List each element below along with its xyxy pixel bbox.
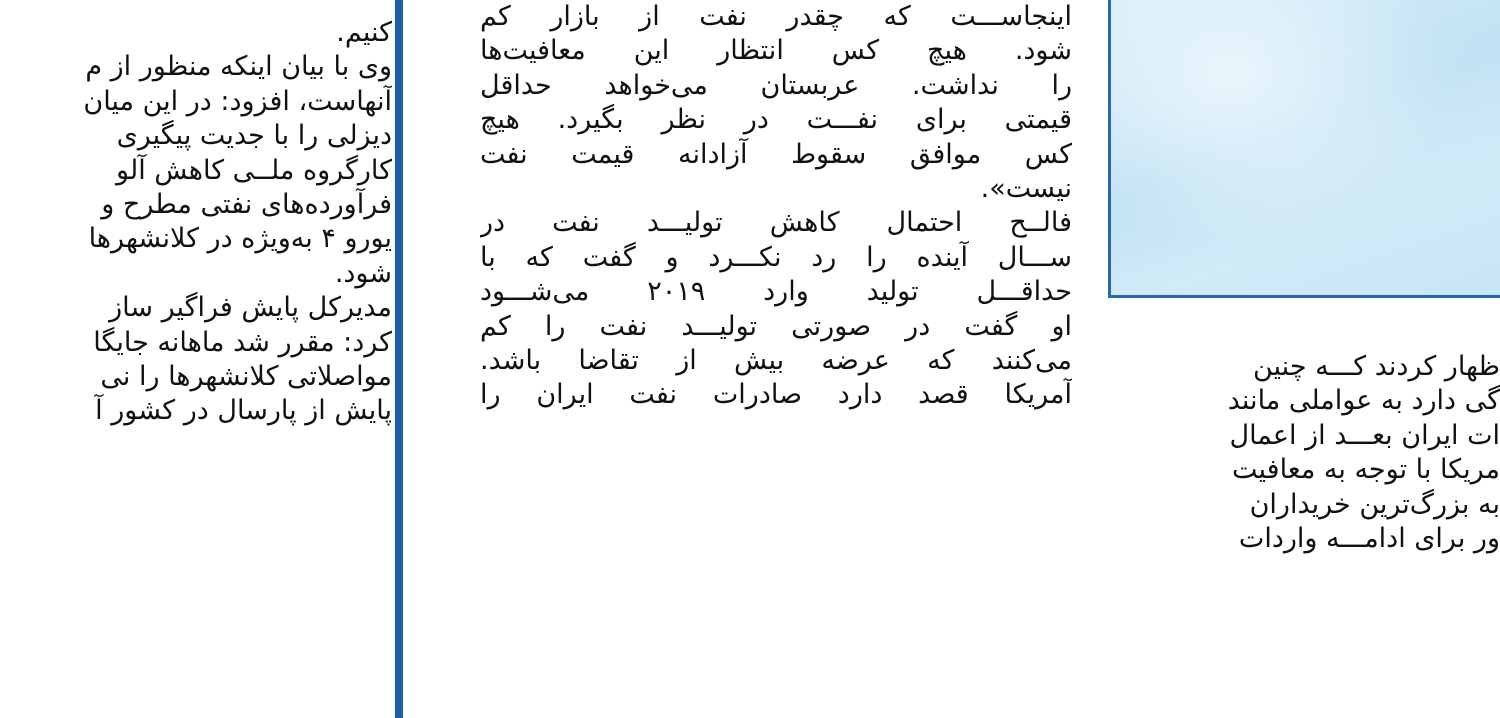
text-line: یورو ۴ به‌ویژه در کلانشهرها xyxy=(88,223,392,255)
text-line: آنهاست، افزود: در این میان xyxy=(83,85,392,117)
text-line: کس موافق سقوط آزادانه قیمت نفت xyxy=(480,138,1072,170)
text-line: ظهار کردند کـــه چنین xyxy=(1252,351,1500,382)
article-column-left xyxy=(0,16,392,429)
text-line: ور برای ادامـــه واردات xyxy=(1238,522,1500,554)
text-line: کرد: مقرر شد ماهانه جایگا xyxy=(93,326,392,358)
article-column-middle xyxy=(480,0,1072,413)
text-line: را نداشت. عربستان می‌خواهد حداقل xyxy=(480,69,1072,101)
text-line: نیست». xyxy=(980,172,1072,204)
text-line: قیمتی برای نفـــت در نظر بگیرد. هیچ xyxy=(480,104,1072,136)
text-line: مواصلاتی کلانشهرها را نی xyxy=(100,360,392,392)
text-line: فرآورده‌های نفتی مطرح و xyxy=(101,188,392,220)
text-line: آمریکا قصد دارد صادرات نفت ایران را xyxy=(480,379,1072,411)
text-line: کنیم. xyxy=(336,17,392,48)
text-line: شود. xyxy=(334,257,392,289)
text-line: ســـال آینده را رد نکـــرد و گفت که با xyxy=(480,241,1072,273)
text-line: وی با بیان اینکه منظور از م xyxy=(85,51,392,83)
text-line: مریکا با توجه به معافیت xyxy=(1232,454,1500,486)
text-line: کارگروه ملــی کاهش آلو xyxy=(116,154,392,186)
text-line: پایش از پارسال در کشور آ xyxy=(95,395,392,427)
text-line: فالــح احتمال کاهش تولیـــد نفت در xyxy=(480,207,1072,239)
text-line: شود. هیچ کس انتظار این معافیت‌ها xyxy=(480,35,1072,67)
text-line: اینجاســـت که چقدر نفت از بازار کم xyxy=(480,1,1072,32)
text-line: او گفت در صورتی تولیـــد نفت را کم xyxy=(480,310,1072,342)
article-column-right xyxy=(1100,350,1500,556)
text-line: حداقـــل تولید وارد ۲۰۱۹ می‌شـــود xyxy=(480,276,1072,308)
text-line: مدیرکل پایش فراگیر ساز xyxy=(109,292,392,324)
text-line: دیزلی را با جدیت پیگیری xyxy=(116,120,392,152)
text-line: ات ایران بعـــد از اعمال xyxy=(1229,419,1500,451)
text-line: گی دارد به عواملی مانند xyxy=(1227,385,1500,417)
text-line: می‌کنند که عرضه بیش از تقاضا باشد. xyxy=(480,344,1072,376)
text-line: به بزرگ‌ترین خریداران xyxy=(1249,488,1500,520)
column-divider xyxy=(395,0,403,718)
article-photo xyxy=(1108,0,1500,298)
